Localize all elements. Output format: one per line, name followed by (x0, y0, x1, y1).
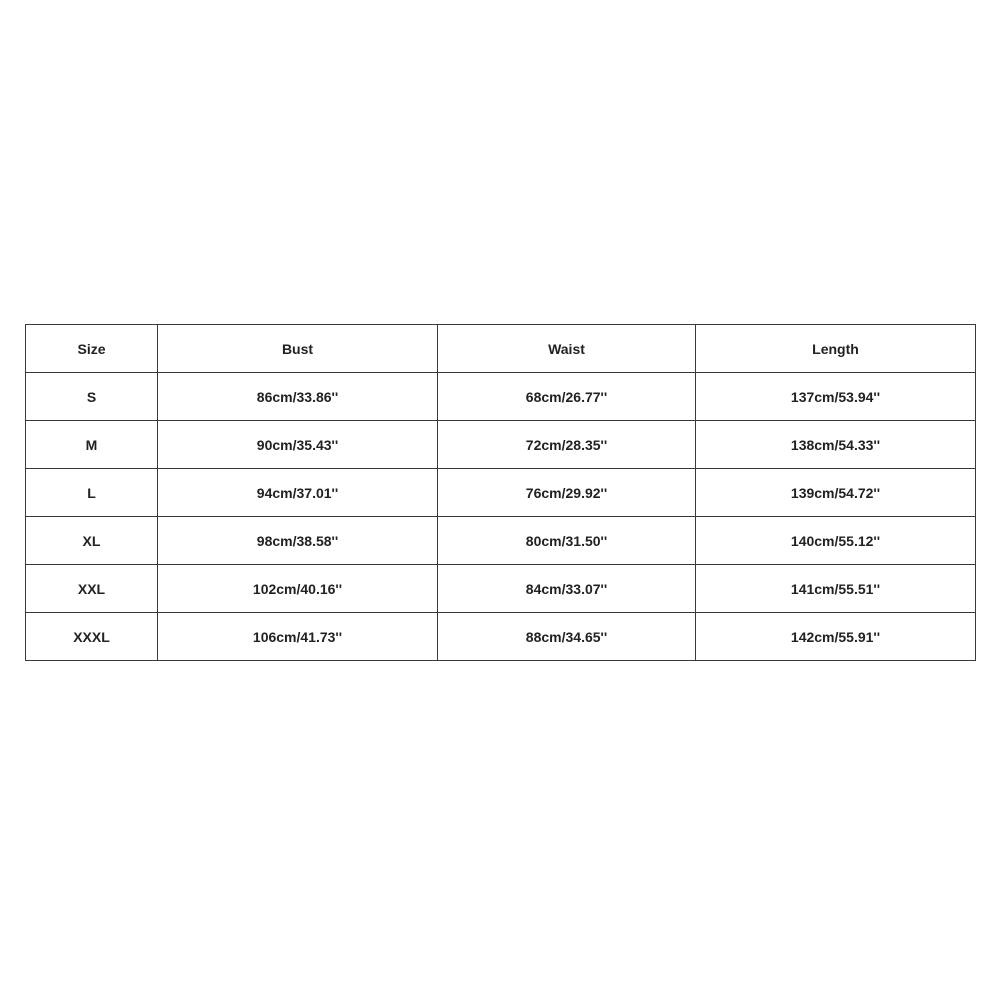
size-chart-table (25, 324, 976, 661)
size-cell: M (26, 421, 158, 469)
waist-cell: 88cm/34.65'' (438, 613, 696, 661)
size-cell: L (26, 469, 158, 517)
waist-cell: 72cm/28.35'' (438, 421, 696, 469)
table-row (26, 565, 976, 613)
bust-cell: 106cm/41.73'' (158, 613, 438, 661)
waist-cell: 76cm/29.92'' (438, 469, 696, 517)
length-cell: 139cm/54.72'' (696, 469, 976, 517)
bust-cell: 86cm/33.86'' (158, 373, 438, 421)
size-cell: XXXL (26, 613, 158, 661)
waist-cell: 80cm/31.50'' (438, 517, 696, 565)
size-cell: XL (26, 517, 158, 565)
header-waist: Waist (438, 325, 696, 373)
size-cell: S (26, 373, 158, 421)
table-row (26, 613, 976, 661)
size-cell: XXL (26, 565, 158, 613)
length-cell: 141cm/55.51'' (696, 565, 976, 613)
length-cell: 140cm/55.12'' (696, 517, 976, 565)
waist-cell: 84cm/33.07'' (438, 565, 696, 613)
header-size: Size (26, 325, 158, 373)
table-row (26, 421, 976, 469)
bust-cell: 102cm/40.16'' (158, 565, 438, 613)
bust-cell: 94cm/37.01'' (158, 469, 438, 517)
table-row (26, 469, 976, 517)
length-cell: 142cm/55.91'' (696, 613, 976, 661)
waist-cell: 68cm/26.77'' (438, 373, 696, 421)
bust-cell: 90cm/35.43'' (158, 421, 438, 469)
table-row (26, 373, 976, 421)
bust-cell: 98cm/38.58'' (158, 517, 438, 565)
length-cell: 138cm/54.33'' (696, 421, 976, 469)
length-cell: 137cm/53.94'' (696, 373, 976, 421)
header-length: Length (696, 325, 976, 373)
header-bust: Bust (158, 325, 438, 373)
table-row (26, 517, 976, 565)
table-header-row (26, 325, 976, 373)
